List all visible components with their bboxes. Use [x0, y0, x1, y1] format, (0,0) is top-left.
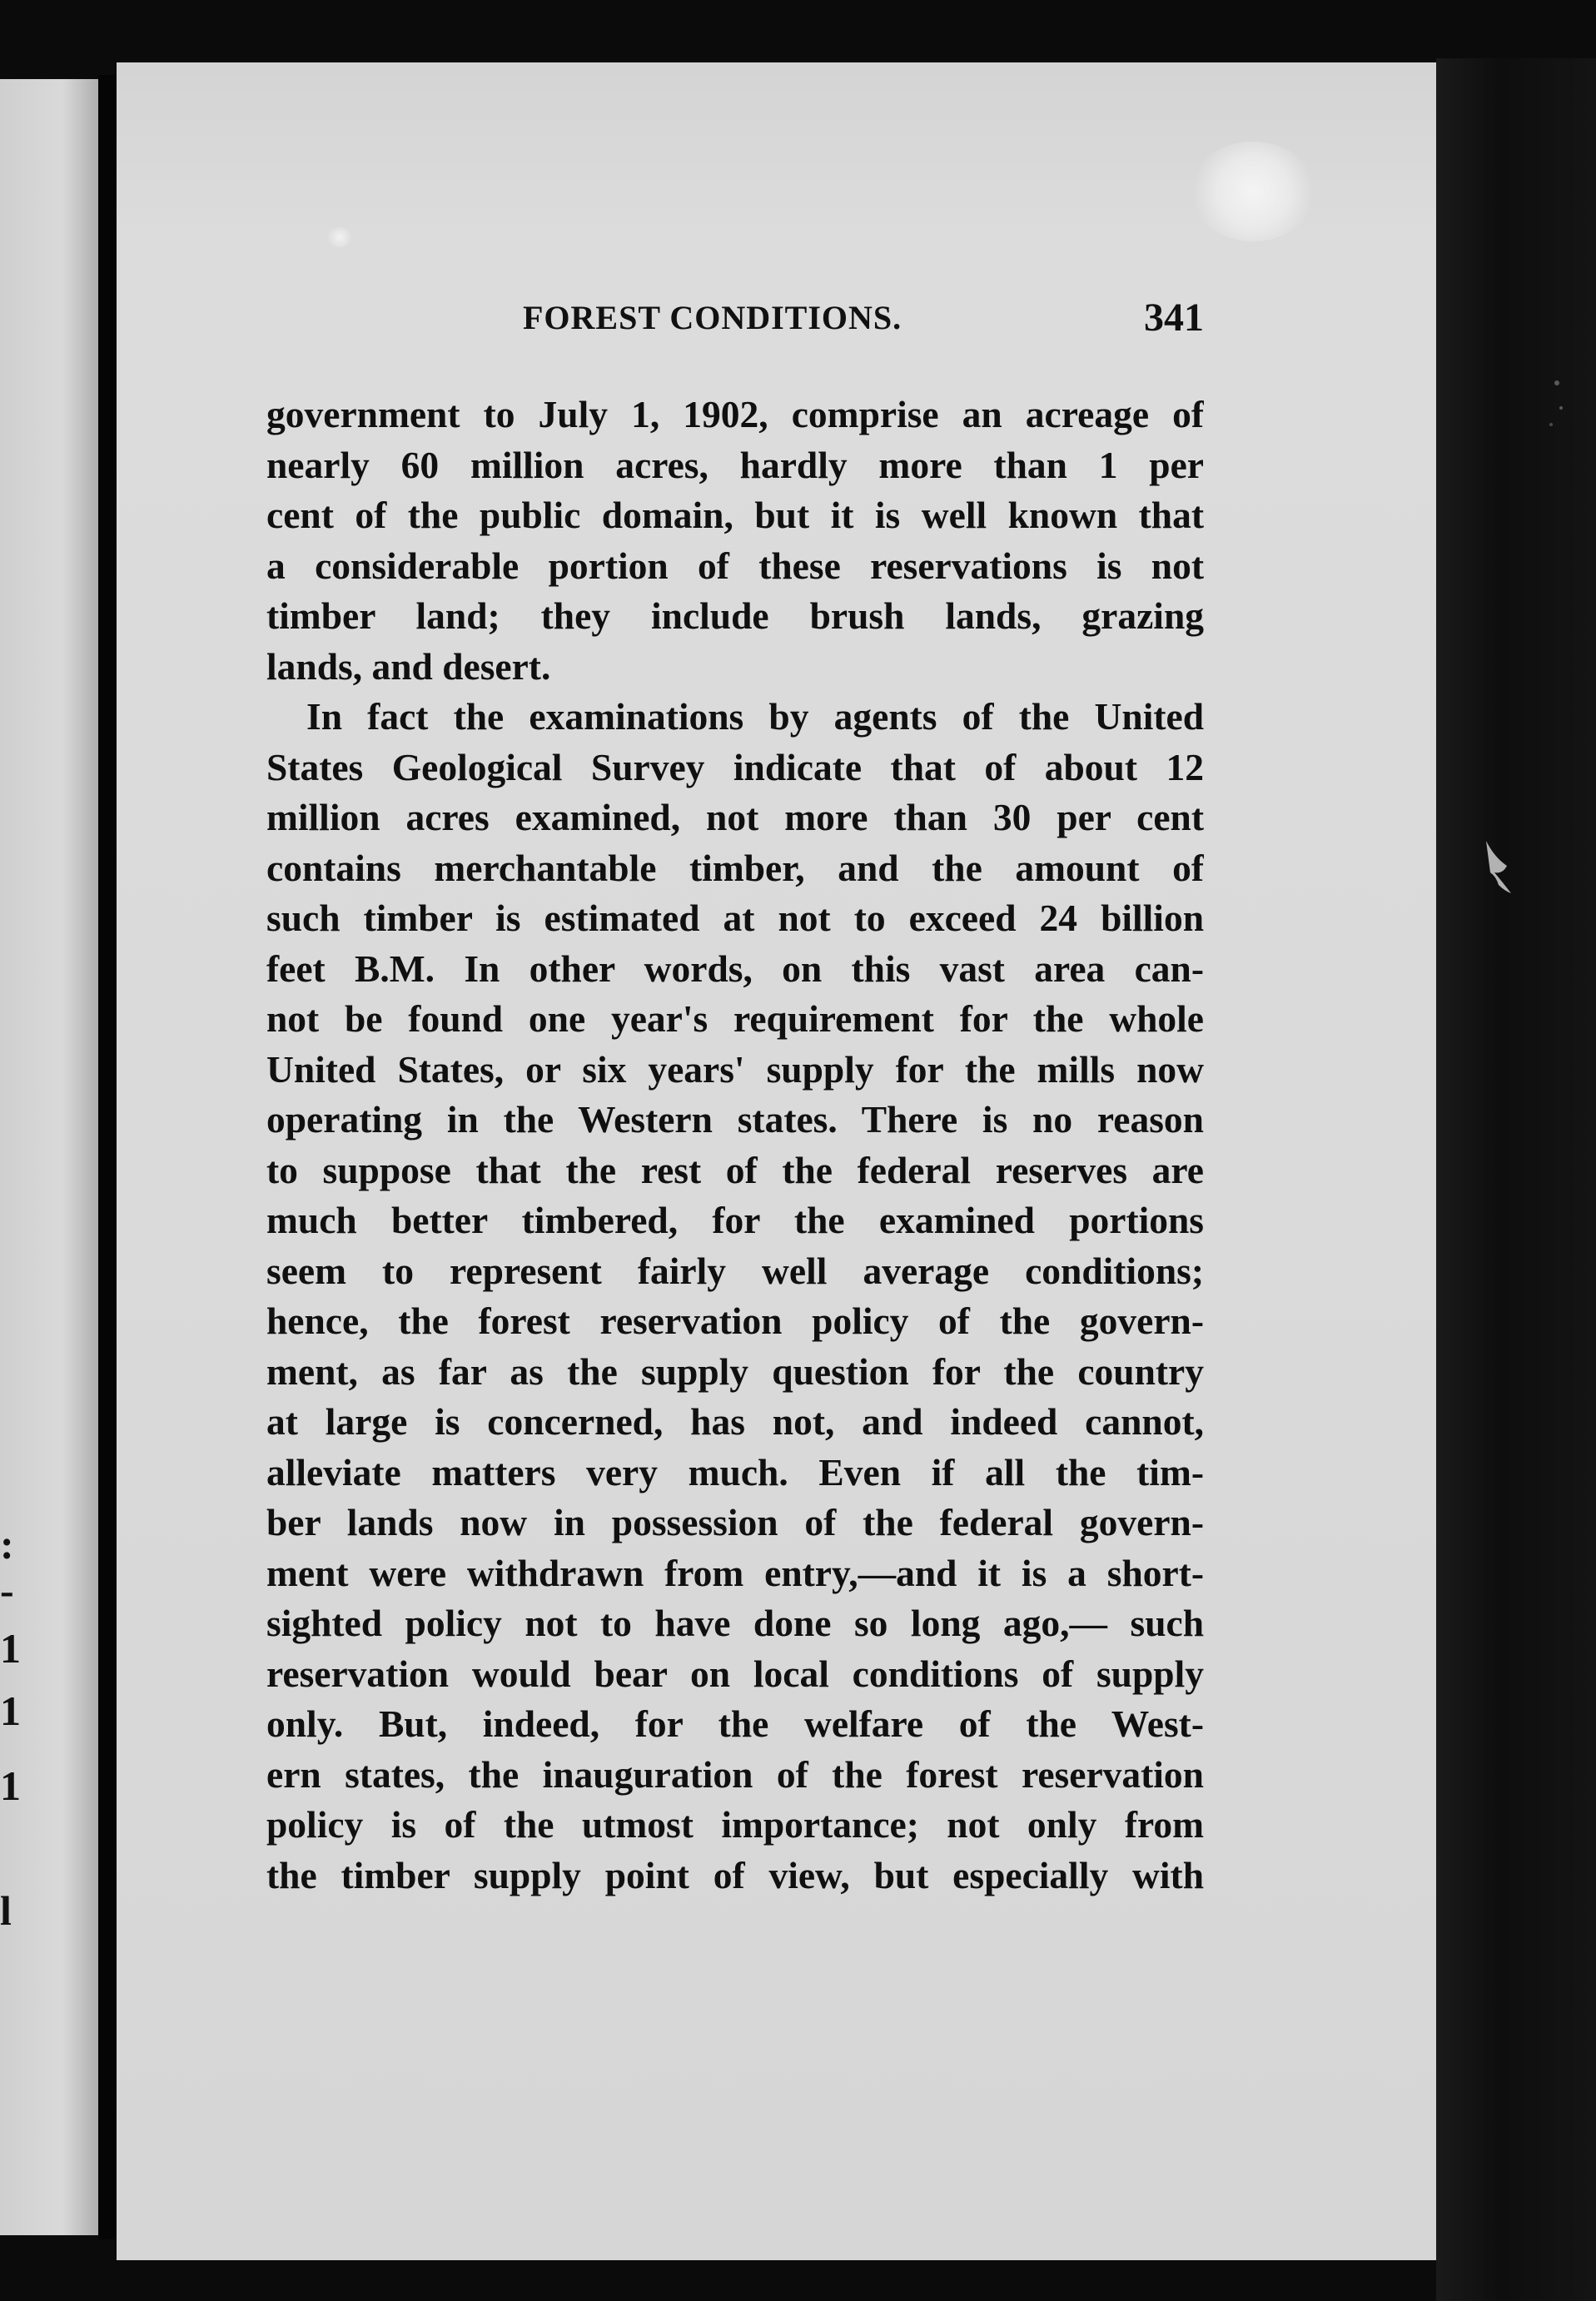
page-number: 341: [1144, 296, 1204, 340]
text-line: such timber is estimated at not to exceed 24 billion: [266, 897, 1204, 939]
text-line: seem to represent fairly well average conditions;: [266, 1249, 1204, 1292]
left-page-fragment: 1: [0, 1687, 21, 1734]
text-line: hence, the forest reservation policy of the govern-: [266, 1300, 1204, 1342]
left-page-fragment: l: [0, 1887, 12, 1934]
text-line: contains merchantable timber, and the amount of: [266, 846, 1204, 889]
text-line: In fact the examinations by agents of the United: [306, 695, 1204, 738]
scan-artifact-mark: [1436, 58, 1596, 2301]
scan-smudge: [1191, 142, 1315, 241]
body-text: [266, 390, 1204, 1901]
text-line: lands, and desert.: [266, 644, 551, 688]
text-line: sighted policy not to have done so long ago,— such: [266, 1602, 1204, 1644]
text-line: ment were withdrawn from entry,—and it is a short-: [266, 1551, 1204, 1594]
text-line: ber lands now in possession of the federal govern-: [266, 1501, 1204, 1543]
text-line: timber land; they include brush lands, grazing: [266, 594, 1204, 637]
text-line: only. But, indeed, for the welfare of the West-: [266, 1702, 1204, 1745]
text-line: United States, or six years' supply for the mills now: [266, 1047, 1204, 1091]
text-line: policy is of the utmost importance; not only from: [266, 1803, 1204, 1846]
text-line: ment, as far as the supply question for the country: [266, 1349, 1204, 1393]
running-header: [266, 293, 1204, 351]
left-page-fragment: 1: [0, 1762, 21, 1809]
text-line: reservation would bear on local conditions of supply: [266, 1652, 1204, 1695]
text-line: not be found one year's requirement for the whole: [266, 997, 1204, 1040]
running-header-title: FOREST CONDITIONS.: [523, 299, 902, 336]
text-line: at large is concerned, has not, and indeed cannot,: [266, 1400, 1204, 1443]
scan-spot: [327, 227, 352, 247]
text-line: cent of the public domain, but it is well known that: [266, 494, 1204, 536]
text-line: nearly 60 million acres, hardly more than 1 per: [266, 443, 1204, 486]
right-scan-border: [1436, 58, 1596, 2301]
left-page-fragment: 1: [0, 1625, 21, 1672]
text-line: alleviate matters very much. Even if all the tim-: [266, 1450, 1204, 1493]
text-line: to suppose that the rest of the federal reserves are: [266, 1148, 1204, 1191]
text-line: States Geological Survey indicate that of about 12: [266, 745, 1204, 788]
text-line: government to July 1, 1902, comprise an acreage of: [266, 393, 1204, 435]
text-line: a considerable portion of these reservations is not: [266, 544, 1204, 587]
left-page-fragment: -: [0, 1567, 14, 1613]
text-line: ern states, the inauguration of the forest reservation: [266, 1752, 1204, 1796]
text-line: the timber supply point of view, but especially with: [266, 1853, 1204, 1896]
left-page-fragment: :: [0, 1521, 14, 1568]
text-line: million acres examined, not more than 30 per cent: [266, 796, 1204, 838]
previous-page-edge: [0, 79, 104, 2235]
text-line: feet B.M. In other words, on this vast area can-: [266, 947, 1204, 990]
text-line: much better timbered, for the examined portions: [266, 1199, 1204, 1241]
page-gutter: [98, 75, 117, 2239]
paragraph: [266, 390, 1204, 692]
paragraph: [266, 692, 1204, 1901]
text-line: operating in the Western states. There is no reason: [266, 1098, 1204, 1141]
